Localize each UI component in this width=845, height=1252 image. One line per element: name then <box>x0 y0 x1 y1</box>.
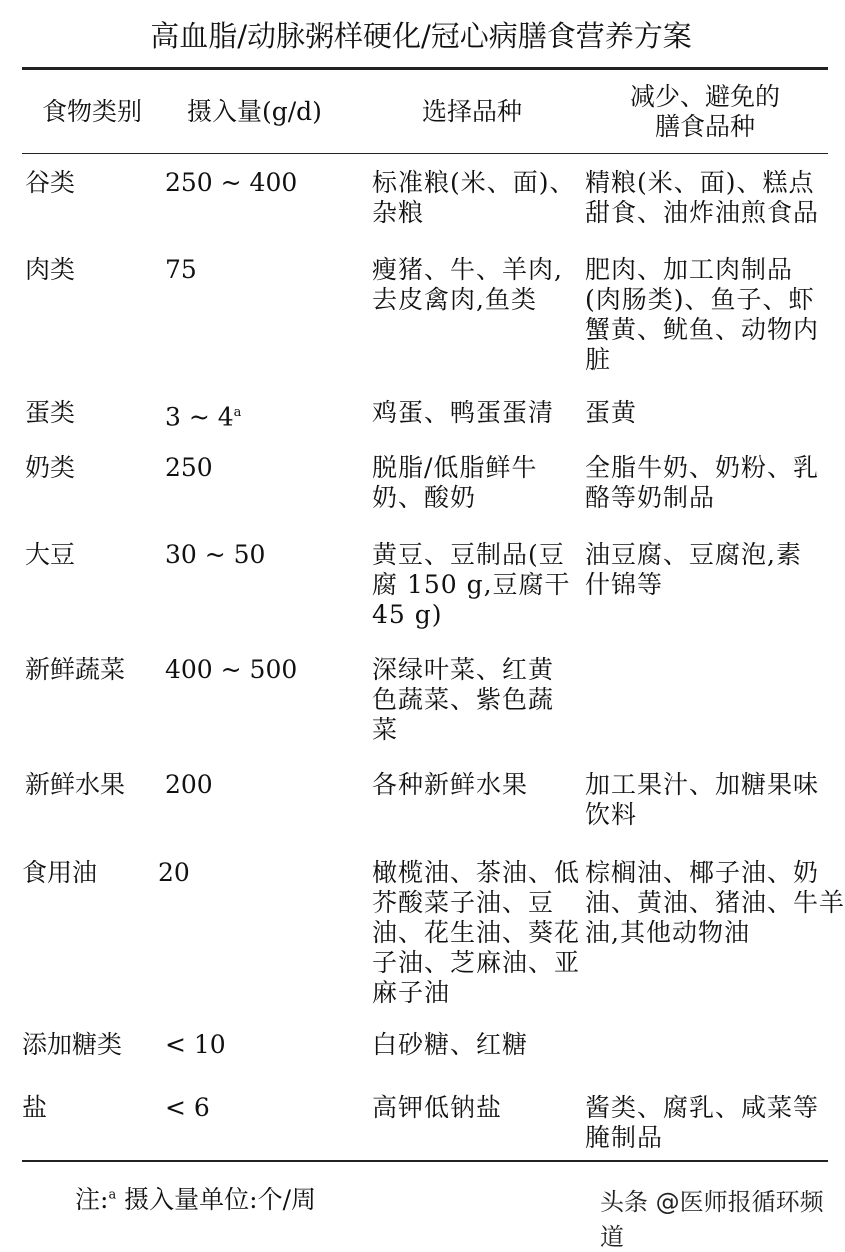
choose-cell: 瘦猪、牛、羊肉, 去皮禽肉,鱼类 <box>372 255 563 314</box>
avoid-cell: 酱类、腐乳、咸菜等 腌制品 <box>585 1093 820 1152</box>
amount-cell: 30 ~ 50 <box>165 540 266 569</box>
avoid-cell: 棕榈油、椰子油、奶 油、黄油、猪油、牛羊 油,其他动物油 <box>585 858 845 947</box>
category-cell: 谷类 <box>25 168 76 197</box>
header-amount: 摄入量(g/d) <box>187 97 322 126</box>
bottom-rule <box>22 1160 828 1162</box>
choose-cell: 脱脂/低脂鲜牛 奶、酸奶 <box>372 453 538 512</box>
avoid-cell: 油豆腐、豆腐泡,素 什锦等 <box>585 540 802 599</box>
amount-cell: 250 <box>165 453 213 482</box>
header-avoid: 减少、避免的 膳食品种 <box>630 82 781 141</box>
choose-cell: 橄榄油、茶油、低 芥酸菜子油、豆 油、花生油、葵花 子油、芝麻油、亚 麻子油 <box>372 858 581 1007</box>
avoid-cell: 加工果汁、加糖果味 饮料 <box>585 770 820 829</box>
avoid-cell: 肥肉、加工肉制品 (肉肠类)、鱼子、虾 蟹黄、鱿鱼、动物内 脏 <box>585 255 820 374</box>
amount-cell: 200 <box>165 770 213 799</box>
category-cell: 食用油 <box>22 858 98 887</box>
avoid-cell: 蛋黄 <box>585 398 638 427</box>
top-rule <box>22 67 828 70</box>
category-cell: 大豆 <box>25 540 76 569</box>
amount-cell: < 10 <box>165 1030 226 1059</box>
footnote: 注:$^a$ 摄入量单位:个/周 <box>75 1185 316 1214</box>
amount-cell: 20 <box>158 858 190 887</box>
choose-cell: 高钾低钠盐 <box>372 1093 503 1122</box>
amount-cell: < 6 <box>165 1093 210 1122</box>
amount-cell: 250 ~ 400 <box>165 168 298 197</box>
category-cell: 新鲜蔬菜 <box>25 655 126 684</box>
category-cell: 奶类 <box>25 453 76 482</box>
amount-cell: 400 ~ 500 <box>165 655 298 684</box>
category-cell: 肉类 <box>25 255 76 284</box>
choose-cell: 深绿叶菜、红黄 色蔬菜、紫色蔬 菜 <box>372 655 555 744</box>
choose-cell: 各种新鲜水果 <box>372 770 529 799</box>
header-rule <box>22 153 828 154</box>
header-choose: 选择品种 <box>422 97 523 126</box>
category-cell: 添加糖类 <box>22 1030 123 1059</box>
category-cell: 盐 <box>22 1093 48 1122</box>
header-category: 食物类别 <box>42 97 143 126</box>
choose-cell: 鸡蛋、鸭蛋蛋清 <box>372 398 555 427</box>
amount-cell: 3 ~ 4$^a$ <box>165 402 242 432</box>
choose-cell: 黄豆、豆制品(豆 腐 150 g,豆腐干 45 g) <box>372 540 571 629</box>
choose-cell: 标准粮(米、面)、 杂粮 <box>372 168 576 227</box>
watermark: 头条 @医师报循环频道 <box>600 1188 824 1251</box>
category-cell: 蛋类 <box>25 398 76 427</box>
choose-cell: 白砂糖、红糖 <box>372 1030 529 1059</box>
avoid-cell: 全脂牛奶、奶粉、乳 酪等奶制品 <box>585 453 820 512</box>
amount-cell: 75 <box>165 255 197 284</box>
table-title: 高血脂/动脉粥样硬化/冠心病膳食营养方案 <box>150 19 692 53</box>
category-cell: 新鲜水果 <box>25 770 126 799</box>
avoid-cell: 精粮(米、面)、糕点 甜食、油炸油煎食品 <box>585 168 820 227</box>
